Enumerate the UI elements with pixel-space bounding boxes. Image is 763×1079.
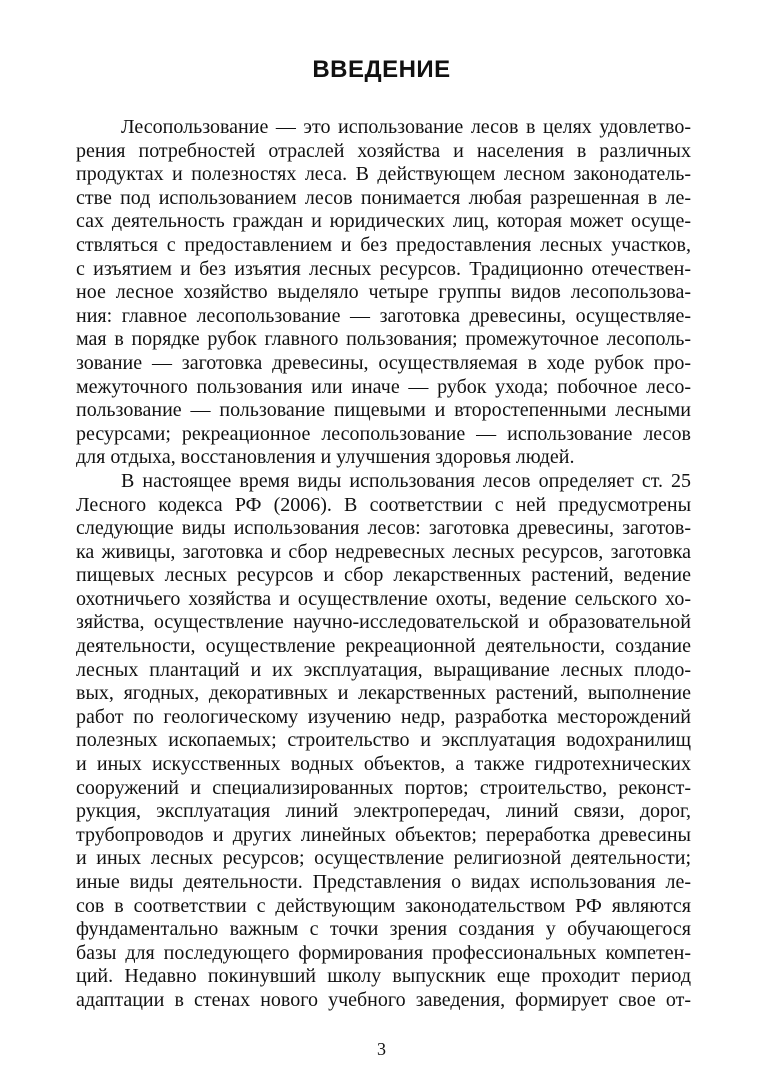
page-title: ВВЕДЕНИЕ xyxy=(312,56,451,83)
text-line: В настоящее время виды использования лесов определяет ст. 25 xyxy=(121,469,691,492)
text-line: следующие виды использования лесов: заготовка древесины, заготов- xyxy=(76,517,691,540)
text-line: полезных ископаемых; строительство и эксплуатация водохранилищ xyxy=(76,729,691,752)
text-line: ния: главное лесопользование — заготовка древесины, осуществляе- xyxy=(76,304,691,327)
text-line: сооружений и специализированных портов; строительство, реконст- xyxy=(76,776,691,799)
text-line: сах деятельность граждан и юридических лиц, которая может осуще- xyxy=(76,210,691,233)
paragraph-1 xyxy=(76,116,691,470)
text-line: трубопроводов и других линейных объектов; переработка древесины xyxy=(76,823,691,846)
text-line: иные виды деятельности. Представления о видах использования ле- xyxy=(76,871,691,893)
body-text xyxy=(76,116,691,1013)
text-line: мая в порядке рубок главного пользования; промежуточное лесополь- xyxy=(76,328,691,351)
text-line: ное лесное хозяйство выделяло четыре группы видов лесопользова- xyxy=(76,281,691,304)
text-line: продуктах и полезностях леса. В действующем лесном законодатель- xyxy=(76,163,691,186)
text-line: зование — заготовка древесины, осуществляемая в ходе рубок про- xyxy=(76,351,691,374)
text-line: адаптации в стенах нового учебного заведения, формирует свое от- xyxy=(76,988,691,1011)
text-line: стве под использованием лесов понимается любая разрешенная в ле- xyxy=(76,186,691,209)
text-line: ствляться с предоставлением и без предоставления лесных участков, xyxy=(76,233,691,256)
text-line: пользование — пользование пищевыми и второстепенными лесными xyxy=(76,399,691,422)
text-line: с изъятием и без изъятия лесных ресурсов. Традиционно отечествен- xyxy=(76,257,691,280)
text-line: Лесопользование — это использование лесов в целях удовлетво- xyxy=(121,116,691,138)
text-line: лесных плантаций и их эксплуатация, выращивание лесных плодо- xyxy=(76,658,691,681)
text-line: охотничьего хозяйства и осуществление охоты, ведение сельского хо- xyxy=(76,587,691,610)
text-line: работ по геологическому изучению недр, разработка месторождений xyxy=(76,705,691,728)
text-line: пищевых лесных ресурсов и сбор лекарственных растений, ведение xyxy=(76,564,691,587)
text-line: деятельности, осуществление рекреационной деятельности, создание xyxy=(76,635,691,658)
text-line: ка живицы, заготовка и сбор недревесных лесных ресурсов, заготовка xyxy=(76,540,691,563)
text-line: и иных лесных ресурсов; осуществление религиозной деятельности; xyxy=(76,847,691,870)
text-line: фундаментально важным с точки зрения создания у обучающегося xyxy=(76,918,691,941)
text-line: для отдыха, восстановления и улучшения здоровья людей. xyxy=(76,446,575,469)
text-line: Лесного кодекса РФ (2006). В соответствии с ней предусмотрены xyxy=(76,493,691,516)
text-line: зяйства, осуществление научно-исследовательской и образовательной xyxy=(76,611,691,634)
text-line: сов в соответствии с действующим законодательством РФ являются xyxy=(76,894,691,917)
page-number: 3 xyxy=(377,1039,386,1059)
text-line: межуточного пользования или иначе — рубок ухода; побочное лесо- xyxy=(76,375,691,398)
text-line: базы для последующего формирования профессиональных компетен- xyxy=(76,941,691,964)
text-line: ресурсами; рекреационное лесопользование — использование лесов xyxy=(76,422,691,445)
text-line: и иных искусственных водных объектов, а также гидротехнических xyxy=(76,753,691,776)
text-line: вых, ягодных, декоративных и лекарственных растений, выполнение xyxy=(76,682,691,705)
text-line: рения потребностей отраслей хозяйства и населения в различных xyxy=(76,139,691,162)
text-line: рукция, эксплуатация линий электропередач, линий связи, дорог, xyxy=(76,800,691,823)
text-line: ций. Недавно покинувший школу выпускник еще проходит период xyxy=(76,965,691,988)
paragraph-2 xyxy=(76,470,691,1013)
